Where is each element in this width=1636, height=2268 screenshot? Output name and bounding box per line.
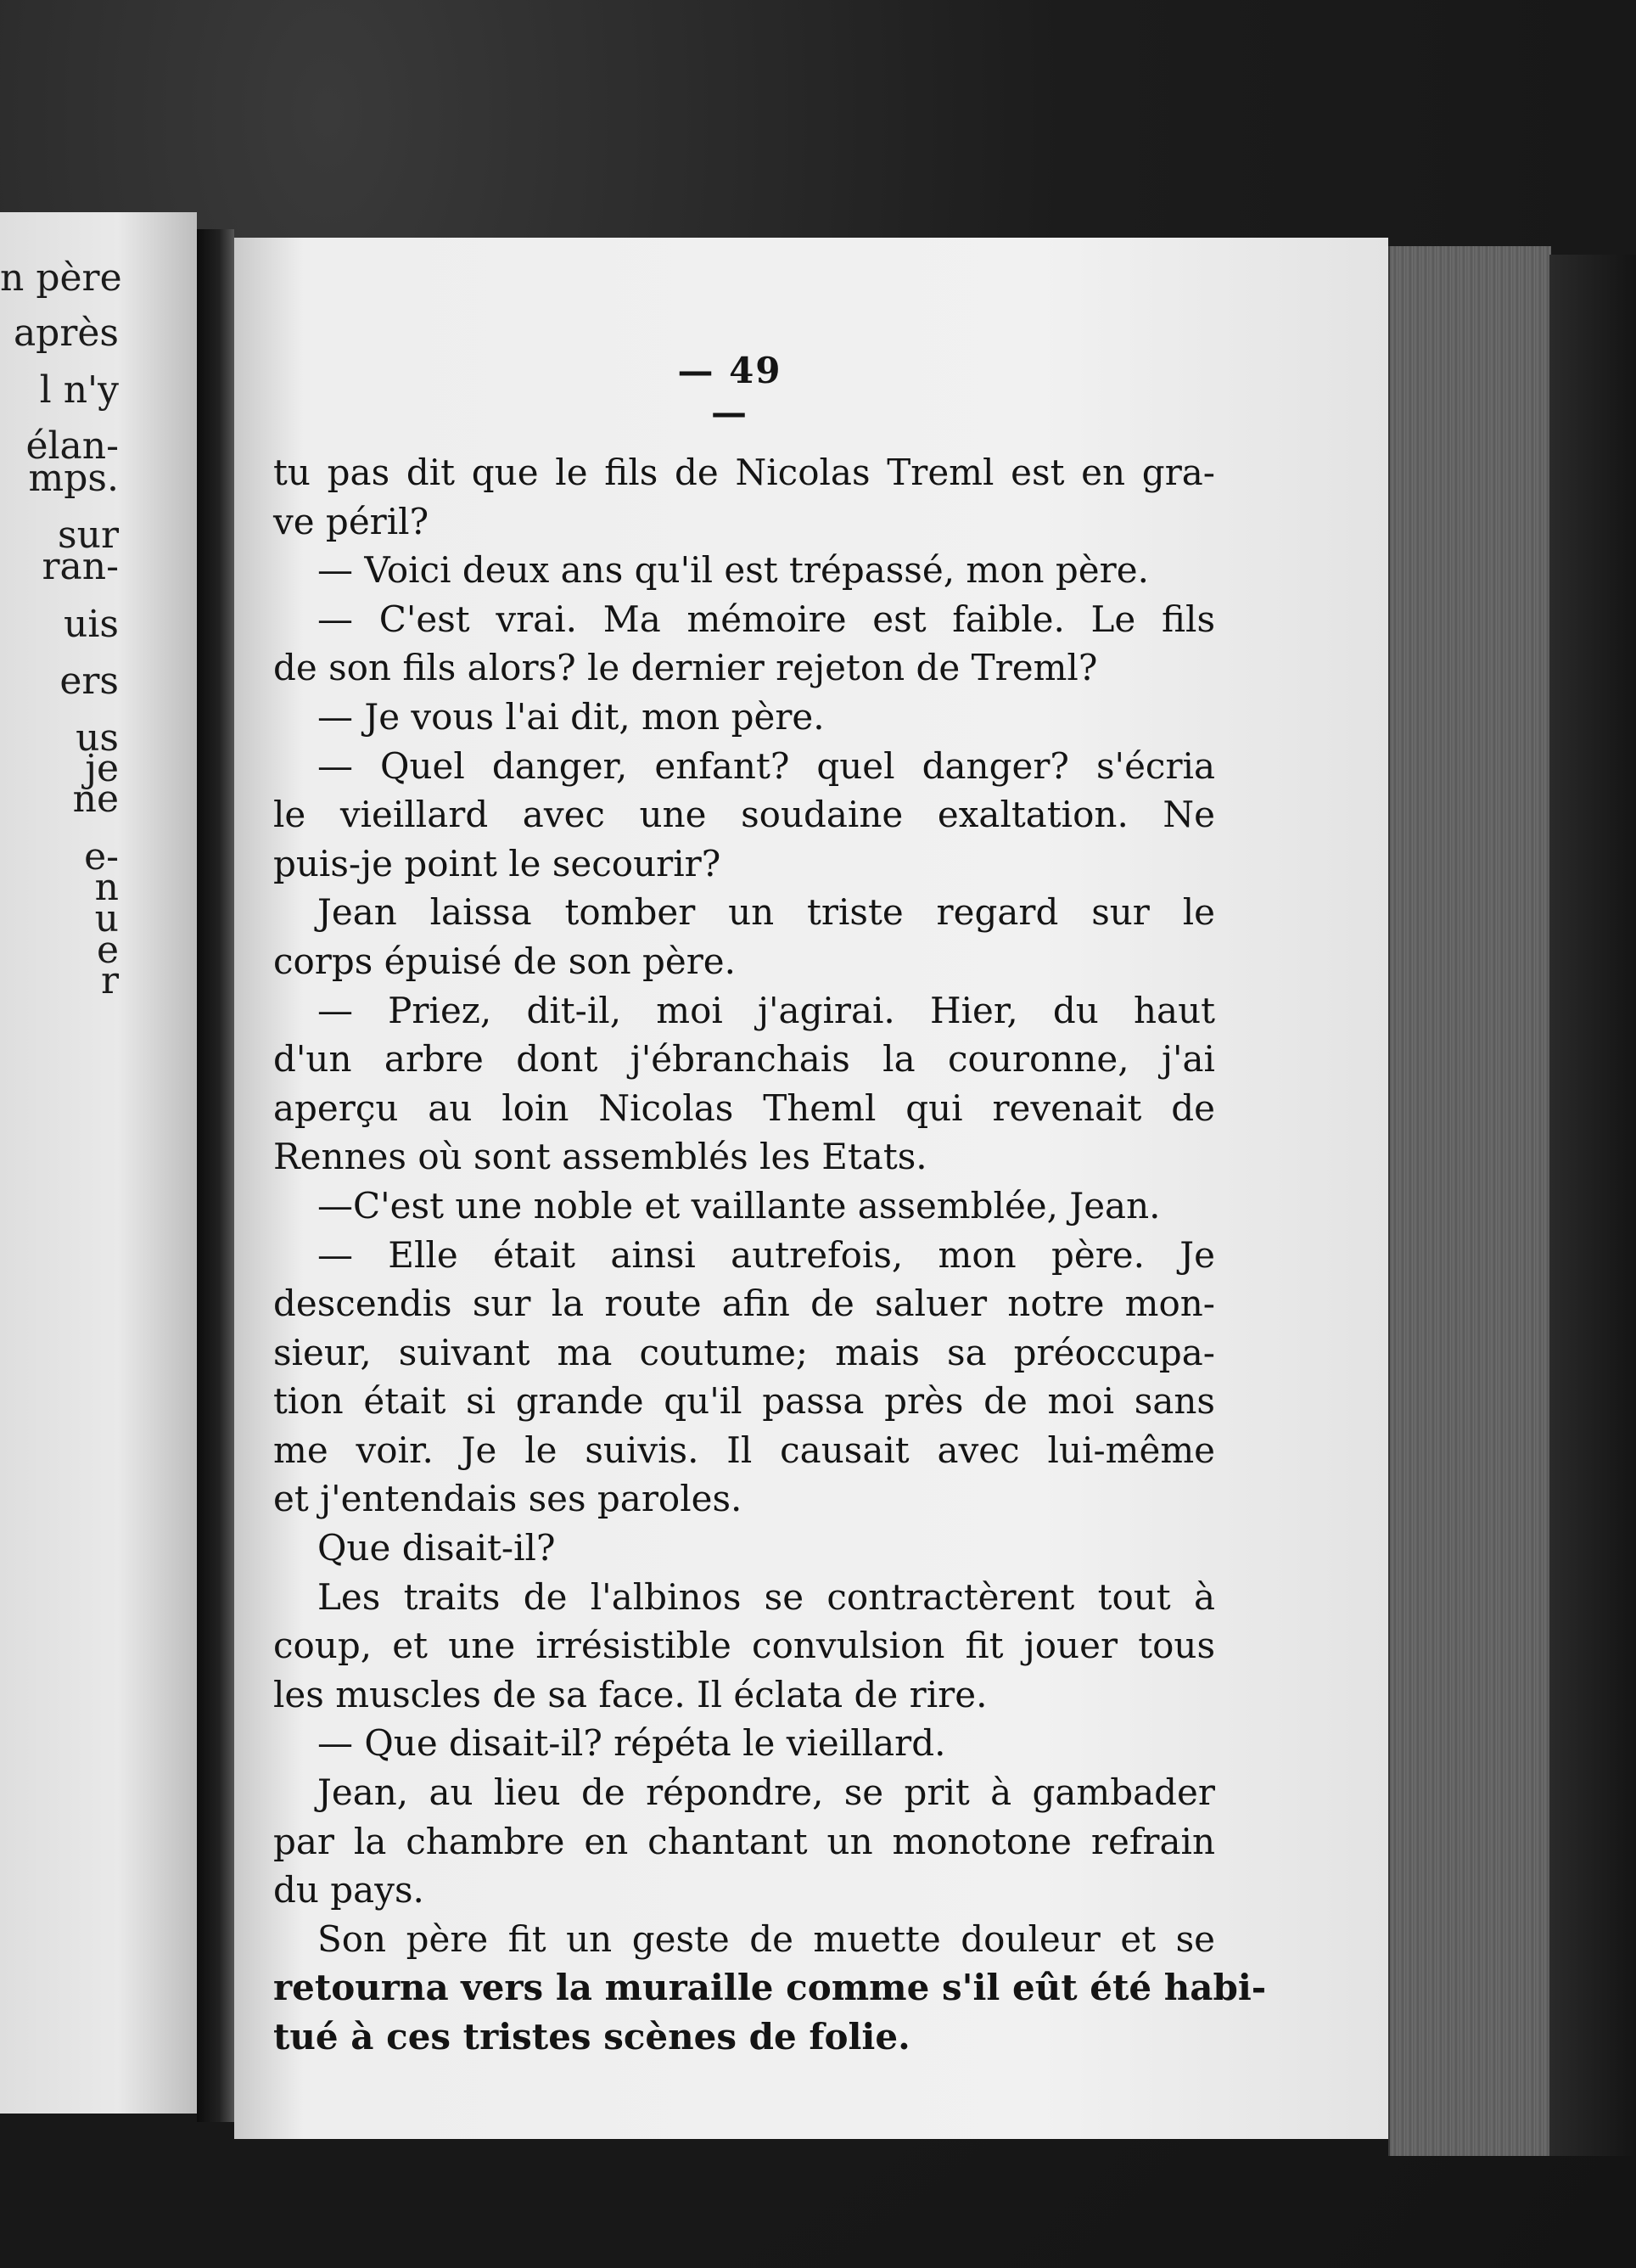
text-line: du pays. bbox=[273, 1869, 424, 1912]
left-page-fragment: u bbox=[94, 897, 119, 940]
left-page-fragment: us bbox=[76, 716, 119, 760]
text-line: descendis sur la route afin de saluer notre mon- bbox=[273, 1283, 1215, 1325]
text-line: Jean laissa tomber un triste regard sur le bbox=[317, 891, 1215, 934]
left-page-fragment: je bbox=[85, 747, 119, 790]
text-line: les muscles de sa face. Il éclata de rire. bbox=[273, 1673, 988, 1715]
left-page-fragment: ran- bbox=[42, 545, 119, 588]
fore-edge-shadow bbox=[1549, 255, 1636, 2156]
text-line: — Je vous l'ai dit, mon père. bbox=[317, 695, 825, 738]
text-line: me voir. Je le suivis. Il causait avec lui-même bbox=[273, 1429, 1215, 1471]
text-line: de son fils alors? le dernier rejeton de Treml? bbox=[273, 647, 1098, 689]
text-line: tu pas dit que le fils de Nicolas Treml est en gra- bbox=[273, 452, 1215, 493]
text-line: Que disait-il? bbox=[317, 1527, 556, 1569]
left-page-fragment: après bbox=[13, 312, 119, 355]
page-fore-edge bbox=[1388, 246, 1551, 2156]
left-page-fragment: e bbox=[96, 929, 119, 972]
text-line: puis-je point le secourir? bbox=[273, 842, 721, 884]
left-page-fragment: ne bbox=[72, 778, 119, 821]
left-page-fragment: mps. bbox=[28, 457, 119, 500]
text-line: et j'entendais ses paroles. bbox=[273, 1478, 742, 1520]
text-line: tion était si grande qu'il passa près de moi sans bbox=[273, 1380, 1215, 1423]
left-page-fragment: n bbox=[94, 866, 119, 909]
text-line: — Voici deux ans qu'il est trépassé, mon père. bbox=[317, 549, 1149, 592]
page-number: — 49 — bbox=[677, 350, 782, 433]
left-page-fragment: uis bbox=[64, 603, 119, 646]
left-page-fragment: élan- bbox=[25, 424, 119, 468]
text-line: le vieillard avec une soudaine exaltation. Ne bbox=[273, 794, 1215, 836]
text-line: aperçu au loin Nicolas Theml qui revenait de bbox=[273, 1086, 1215, 1129]
text-line: tué à ces tristes scènes de folie. bbox=[273, 2016, 910, 2057]
left-page-fragment: r bbox=[100, 959, 119, 1002]
text-line: — Que disait-il? répéta le vieillard. bbox=[317, 1722, 946, 1765]
text-line: corps épuisé de son père. bbox=[273, 940, 737, 982]
text-line: sieur, suivant ma coutume; mais sa préoccupa- bbox=[273, 1331, 1215, 1373]
text-line: retourna vers la muraille comme s'il eût été habi- bbox=[273, 1967, 1267, 2009]
left-page-fragment: e- bbox=[84, 835, 119, 879]
left-page-fragment: sur bbox=[58, 514, 119, 557]
body-text bbox=[273, 448, 1267, 2062]
text-line: d'un arbre dont j'ébranchais la couronne, j'ai bbox=[273, 1038, 1215, 1081]
text-line: Jean, au lieu de répondre, se prit à gambader bbox=[317, 1771, 1215, 1814]
left-page bbox=[0, 212, 197, 2114]
text-line: — Quel danger, enfant? quel danger? s'écria bbox=[317, 744, 1215, 787]
text-line: —C'est une noble et vaillante assemblée, Jean. bbox=[317, 1184, 1161, 1227]
text-line: — C'est vrai. Ma mémoire est faible. Le fils bbox=[317, 598, 1215, 640]
text-line: — Elle était ainsi autrefois, mon père. Je bbox=[317, 1233, 1215, 1276]
text-line: Rennes où sont assemblés les Etats. bbox=[273, 1136, 927, 1178]
text-line: — Priez, dit-il, moi j'agirai. Hier, du haut bbox=[317, 989, 1215, 1031]
left-page-fragment: l n'y bbox=[39, 368, 119, 412]
text-line: ve péril? bbox=[273, 500, 429, 542]
left-page-fragment: ers bbox=[59, 660, 119, 703]
text-line: Les traits de l'albinos se contractèrent tout à bbox=[317, 1575, 1215, 1618]
book-gutter bbox=[197, 229, 234, 2122]
text-line: coup, et une irrésistible convulsion fit jouer tous bbox=[273, 1625, 1215, 1667]
left-page-fragment: n père bbox=[0, 256, 122, 300]
text-line: Son père fit un geste de muette douleur et se bbox=[317, 1917, 1215, 1960]
text-line: par la chambre en chantant un monotone refrain bbox=[273, 1820, 1215, 1862]
